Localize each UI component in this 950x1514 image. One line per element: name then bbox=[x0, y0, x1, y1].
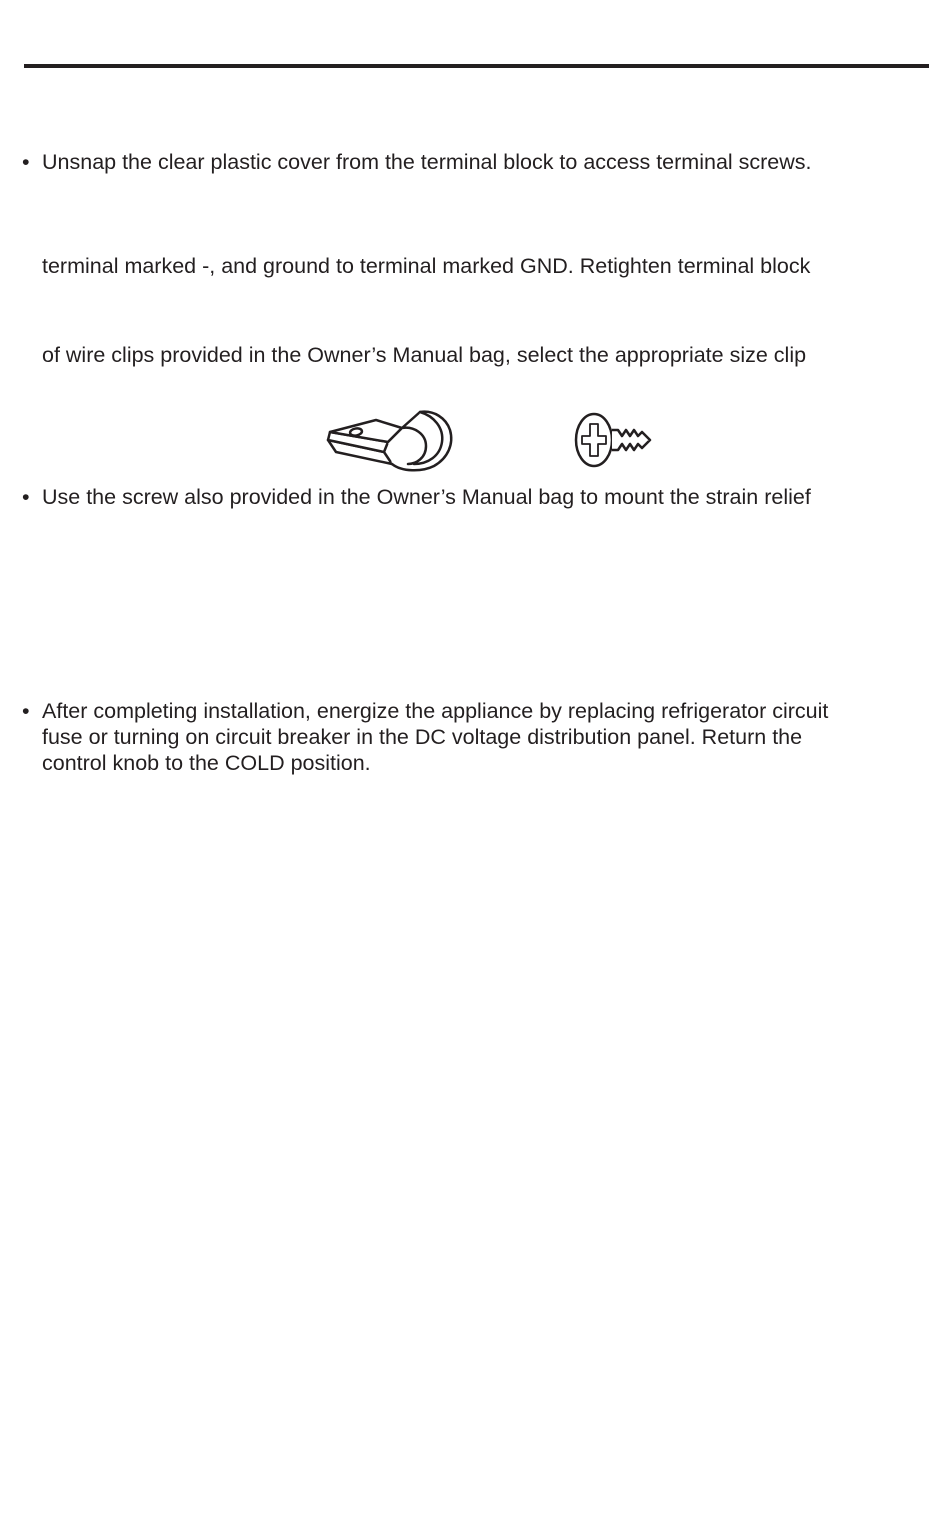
instruction-line: After completing installation, energize the appliance by replacing refrigerator circuit bbox=[42, 699, 829, 723]
instruction-line: control knob to the COLD position. bbox=[42, 751, 371, 775]
wire-clip-icon bbox=[322, 406, 458, 474]
instruction-line: of wire clips provided in the Owner’s Manual bag, select the appropriate size clip bbox=[42, 343, 807, 367]
bullet: • bbox=[22, 485, 30, 509]
bullet: • bbox=[22, 699, 30, 723]
instruction-line: Unsnap the clear plastic cover from the terminal block to access terminal screws. bbox=[42, 150, 812, 174]
bullet: • bbox=[22, 150, 30, 174]
screw-icon bbox=[572, 410, 660, 470]
instruction-line: terminal marked -, and ground to terminal marked GND. Retighten terminal block bbox=[42, 254, 811, 278]
instruction-line: fuse or turning on circuit breaker in the DC voltage distribution panel. Return the bbox=[42, 725, 803, 749]
header-rule bbox=[24, 64, 929, 68]
instruction-line: Use the screw also provided in the Owner’s Manual bag to mount the strain relief bbox=[42, 485, 811, 509]
